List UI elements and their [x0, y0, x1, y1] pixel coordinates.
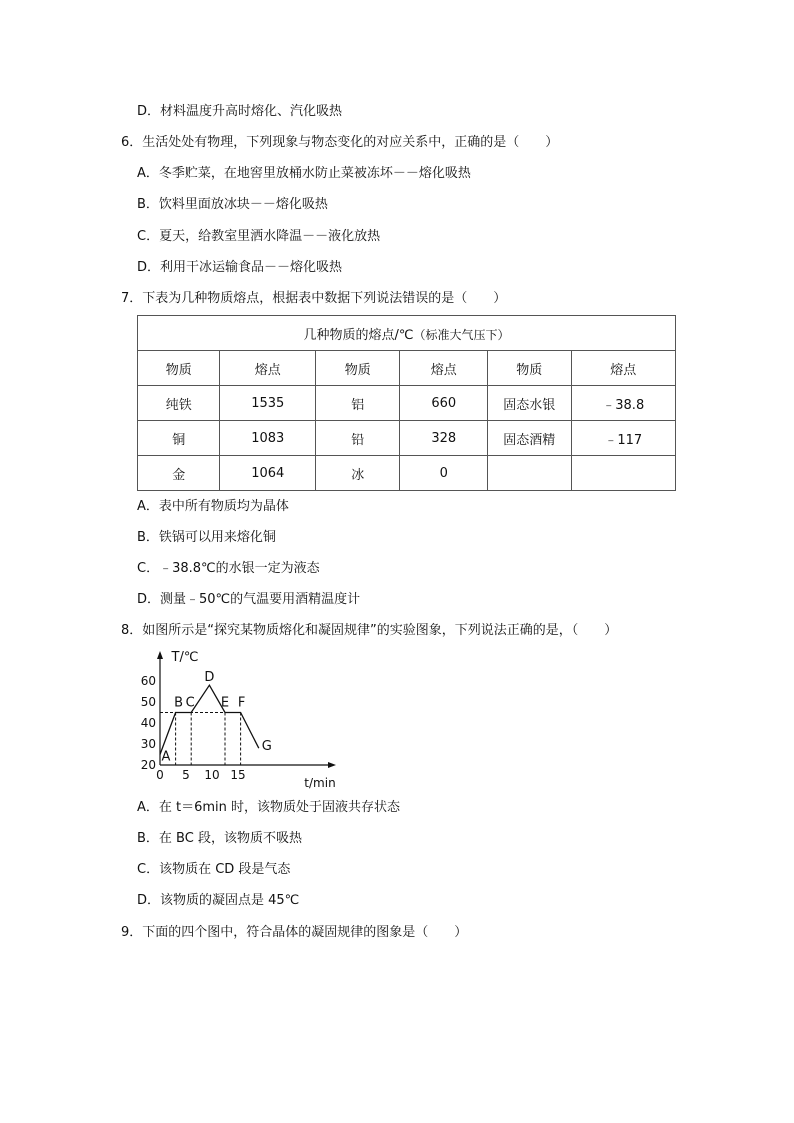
table-cell: 1083 [220, 421, 316, 456]
table-row [138, 386, 676, 421]
table-cell [571, 456, 676, 491]
table-header-row [138, 351, 676, 386]
table-cell: 金 [138, 456, 220, 491]
q6-option-c: C．夏天，给教室里洒水降温－－液化放热 [137, 229, 381, 244]
y-tick-label: 50 [140, 695, 156, 709]
q7-stem: 7．下表为几种物质熔点，根据表中数据下列说法错误的是（ ） [121, 291, 507, 306]
q5-option-d: D．材料温度升高时熔化、汽化吸热 [137, 104, 343, 119]
table-cell: 固态酒精 [488, 421, 571, 456]
table-cell: 铜 [138, 421, 220, 456]
point-label: A [161, 749, 171, 765]
point-label: G [261, 739, 272, 755]
q8-option-b: B．在 BC 段，该物质不吸热 [137, 831, 302, 846]
y-tick-label: 40 [140, 716, 156, 730]
point-label: D [204, 670, 215, 686]
q8-stem: 8．如图所示是“探究某物质熔化和凝固规律”的实验图象，下列说法正确的是，（ ） [121, 623, 618, 638]
table-title-note: （标准大气压下） [413, 327, 510, 342]
table-header: 熔点 [220, 351, 316, 386]
y-axis-label: T/℃ [171, 650, 199, 665]
q8-option-a: A．在 t＝6min 时，该物质处于固液共存状态 [137, 800, 401, 815]
x-tick-label: 15 [230, 768, 246, 782]
table-cell: 纯铁 [138, 386, 220, 421]
table-header: 熔点 [571, 351, 676, 386]
q6-option-a: A．冬季贮菜，在地窖里放桶水防止菜被冻坏－－熔化吸热 [137, 166, 471, 181]
table-title-text: 几种物质的熔点/℃ [303, 327, 414, 343]
point-label: F [237, 695, 246, 711]
table-cell: 328 [400, 421, 488, 456]
table-header: 物质 [138, 351, 220, 386]
table-cell: ﹣117 [571, 421, 676, 456]
table-cell: 冰 [316, 456, 400, 491]
q6-stem: 6．生活处处有物理，下列现象与物态变化的对应关系中，正确的是（ ） [121, 135, 559, 150]
q7-option-c: C．﹣38.8℃的水银一定为液态 [137, 561, 320, 576]
y-tick-label: 20 [140, 758, 156, 772]
melting-point-table [137, 315, 676, 491]
x-tick-label: 5 [182, 768, 190, 782]
table-cell [488, 456, 571, 491]
table-cell: 660 [400, 386, 488, 421]
table-cell: ﹣38.8 [571, 386, 676, 421]
q7-option-b: B．铁锅可以用来熔化铜 [137, 530, 276, 545]
q6-option-b: B．饮料里面放冰块－－熔化吸热 [137, 197, 328, 212]
table-cell: 1535 [220, 386, 316, 421]
point-label: E [220, 695, 230, 711]
x-tick-label: 10 [204, 768, 220, 782]
q6-option-d: D．利用干冰运输食品－－熔化吸热 [137, 260, 343, 275]
q7-option-a: A．表中所有物质均为晶体 [137, 499, 289, 514]
table-cell: 1064 [220, 456, 316, 491]
table-cell: 铅 [316, 421, 400, 456]
table-header: 物质 [488, 351, 571, 386]
y-tick-label: 60 [140, 674, 156, 688]
q8-option-d: D．该物质的凝固点是 45℃ [137, 893, 300, 908]
temperature-time-chart [130, 645, 350, 793]
x-axis-label: t/min [304, 776, 336, 790]
table-cell: 0 [400, 456, 488, 491]
table-header: 熔点 [400, 351, 488, 386]
x-tick-label: 0 [156, 768, 164, 782]
point-label: C [185, 695, 195, 711]
table-title [138, 316, 676, 351]
q9-stem: 9．下面的四个图中，符合晶体的凝固规律的图象是（ ） [121, 925, 468, 940]
y-axis-arrow [157, 651, 163, 659]
table-cell: 固态水银 [488, 386, 571, 421]
point-label: B [174, 695, 184, 711]
table-title-row [138, 316, 676, 351]
q8-option-c: C．该物质在 CD 段是气态 [137, 862, 291, 877]
q7-option-d: D．测量﹣50℃的气温要用酒精温度计 [137, 592, 361, 607]
table-row [138, 421, 676, 456]
table-header: 物质 [316, 351, 400, 386]
table-cell: 铝 [316, 386, 400, 421]
y-tick-label: 30 [140, 737, 156, 751]
table-row [138, 456, 676, 491]
x-axis-arrow [328, 762, 336, 768]
